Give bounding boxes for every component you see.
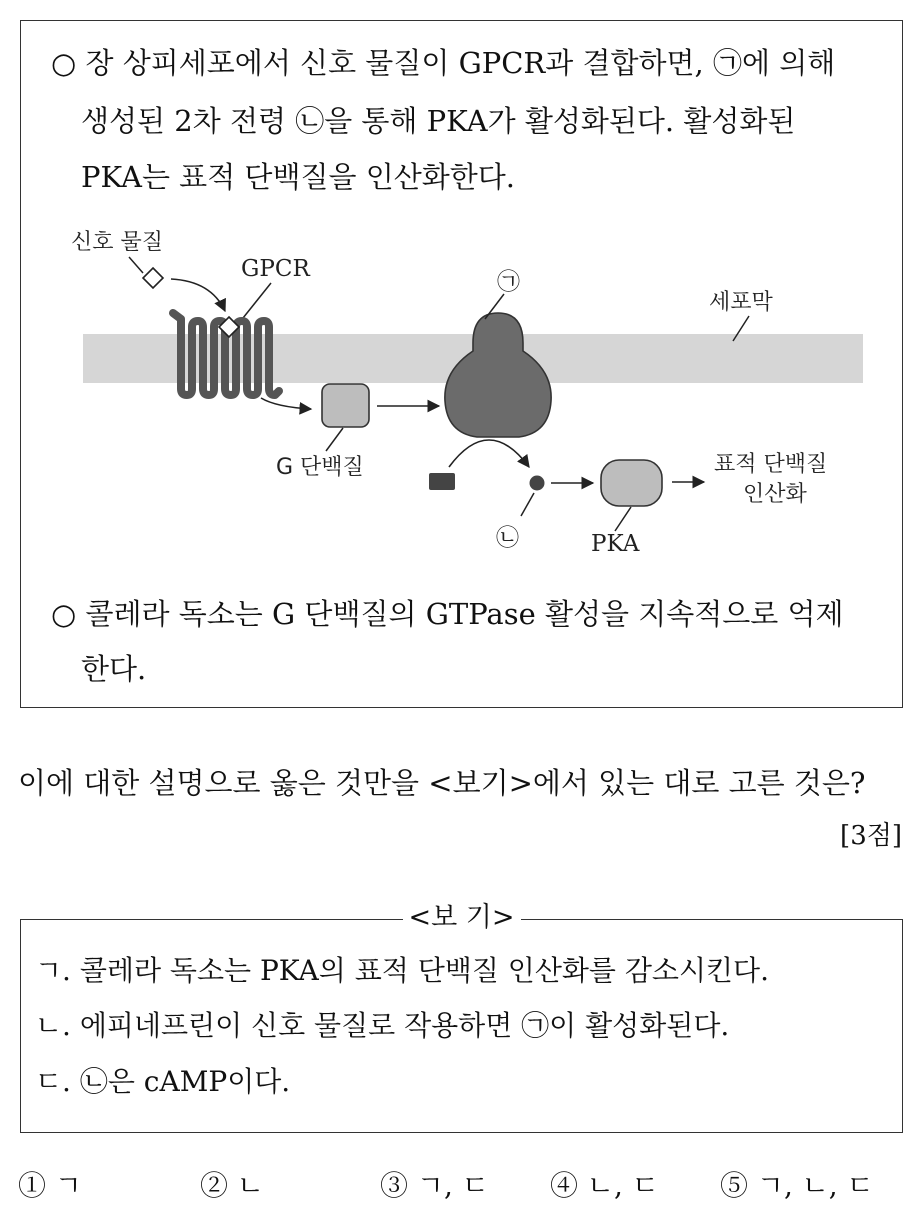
enzyme-shape (445, 313, 551, 437)
bogi-item-3: ㄷ. ㉡은 cAMP이다. (35, 1065, 291, 1098)
messenger-leader-line (521, 493, 534, 516)
g-protein (322, 384, 369, 427)
membrane-label: 세포막 (709, 290, 773, 315)
passage-box (20, 20, 903, 708)
bogi-title: <보 기> (403, 900, 521, 936)
passage-line-3: PKA는 표적 단백질을 인산화한다. (81, 160, 515, 194)
gprotein-leader-line (326, 428, 343, 451)
choice-2[interactable]: ② ㄴ (200, 1169, 264, 1202)
signal-molecule (143, 268, 163, 288)
substrate-block (429, 473, 455, 490)
choice-3[interactable]: ③ ㄱ, ㄷ (380, 1169, 489, 1202)
bogi-item-1: ㄱ. 콜레라 독소는 PKA의 표적 단백질 인산화를 감소시킨다. (35, 954, 770, 987)
choice-4[interactable]: ④ ㄴ, ㄷ (550, 1169, 659, 1202)
binding-arrow (171, 279, 225, 311)
bogi-box (20, 902, 903, 1133)
pka-label: PKA (591, 531, 640, 557)
passage-line-2: 생성된 2차 전령 ㉡을 통해 PKA가 활성화된다. 활성화된 (81, 104, 796, 138)
gpcr-to-gprotein-arrow (261, 398, 311, 409)
bogi-item-2: ㄴ. 에피네프린이 신호 물질로 작용하면 ㉠이 활성화된다. (35, 1009, 730, 1042)
passage-line-1: ○ 장 상피세포에서 신호 물질이 GPCR과 결합하면, ㉠에 의해 (51, 46, 836, 80)
messenger-label: ㉡ (496, 525, 519, 551)
signal-label: 신호 물질 (71, 230, 164, 255)
signal-leader-line (129, 257, 143, 273)
passage-line-5: 한다. (81, 652, 147, 686)
pka-enzyme (601, 460, 662, 506)
enzyme-label: ㉠ (497, 269, 520, 295)
gprotein-label: G 단백질 (276, 455, 364, 480)
gpcr-signaling-diagram (21, 21, 901, 581)
gpcr-label: GPCR (241, 256, 310, 282)
question-points: [3점] (840, 821, 902, 851)
pka-leader-line (615, 507, 631, 531)
target-label-line-1: 표적 단백질 (714, 452, 828, 477)
choice-5[interactable]: ⑤ ㄱ, ㄴ, ㄷ (720, 1169, 874, 1202)
conversion-arrow (449, 440, 529, 467)
gpcr-leader-line (239, 283, 271, 323)
passage-line-4: ○ 콜레라 독소는 G 단백질의 GTPase 활성을 지속적으로 억제 (51, 597, 844, 631)
choice-1[interactable]: ① ㄱ (18, 1169, 82, 1202)
target-label-line-2: 인산화 (743, 482, 807, 507)
question-text: 이에 대한 설명으로 옳은 것만을 <보기>에서 있는 대로 고른 것은? (18, 766, 866, 800)
second-messenger-dot (530, 476, 545, 491)
